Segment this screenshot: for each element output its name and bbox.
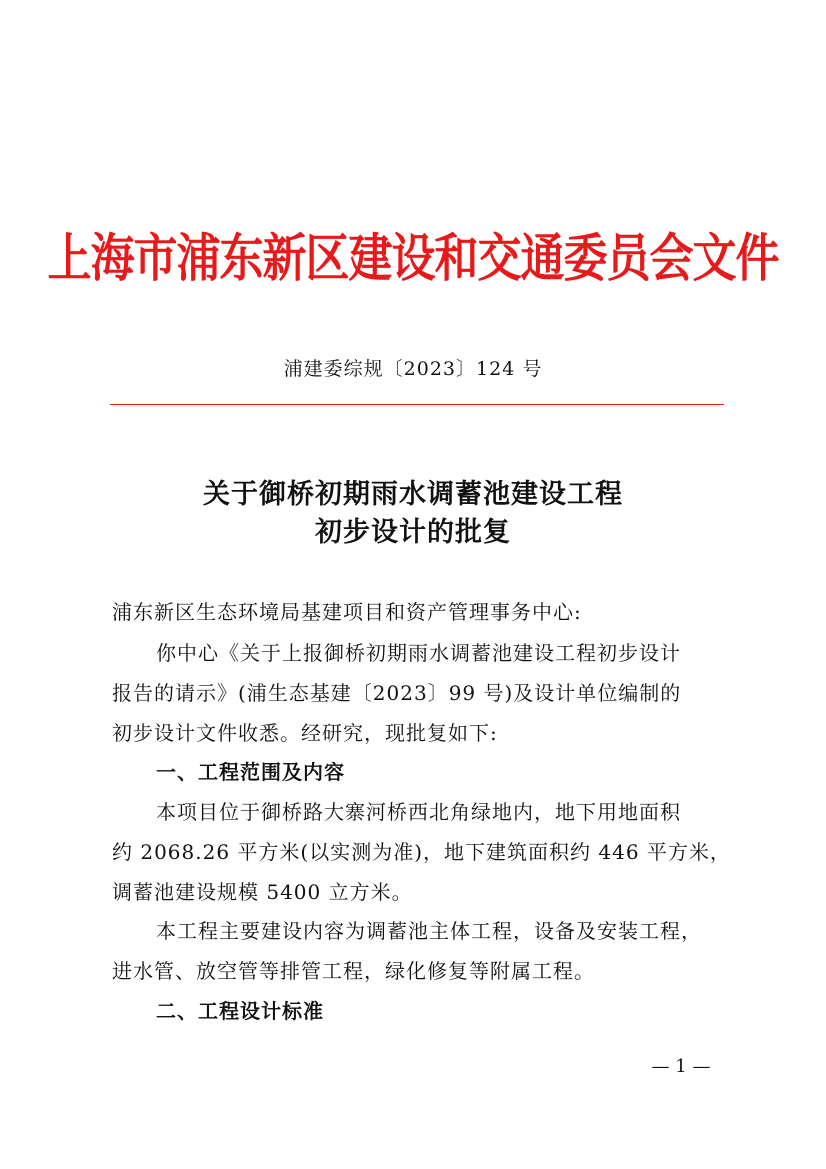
section-1-para-1-line-1: 本项目位于御桥路大寨河桥西北角绿地内，地下用地面积 [156, 800, 681, 824]
document-title-line-1: 关于御桥初期雨水调蓄池建设工程 [203, 479, 623, 510]
addressee: 浦东新区生态环境局基建项目和资产管理事务中心: [112, 600, 582, 624]
intro-line-3: 初步设计文件收悉。经研究，现批复如下: [112, 721, 498, 745]
intro-line-1: 你中心《关于上报御桥初期雨水调蓄池建设工程初步设计 [156, 641, 681, 665]
document-title-line-2: 初步设计的批复 [315, 517, 511, 548]
section-1-para-2-line-1: 本工程主要建设内容为调蓄池主体工程，设备及安装工程， [156, 919, 702, 943]
section-1-para-2-line-2: 进水管、放空管等排管工程，绿化修复等附属工程。 [112, 959, 595, 983]
section-1-heading: 一、工程范围及内容 [156, 760, 345, 784]
section-1-para-1-line-3: 调蓄池建设规模 5400 立方米。 [112, 880, 413, 904]
red-divider-line [110, 404, 724, 405]
intro-line-2: 报告的请示》(浦生态基建〔2023〕99 号)及设计单位编制的 [112, 681, 682, 705]
document-number: 浦建委综规〔2023〕124 号 [283, 358, 543, 380]
section-2-heading: 二、工程设计标准 [156, 999, 324, 1023]
page-number: — 1 — [651, 1056, 711, 1077]
document-masthead: 上海市浦东新区建设和交通委员会文件 [47, 228, 779, 290]
section-1-para-1-line-2: 约 2068.26 平方米(以实测为准)，地下建筑面积约 446 平方米， [112, 840, 731, 864]
